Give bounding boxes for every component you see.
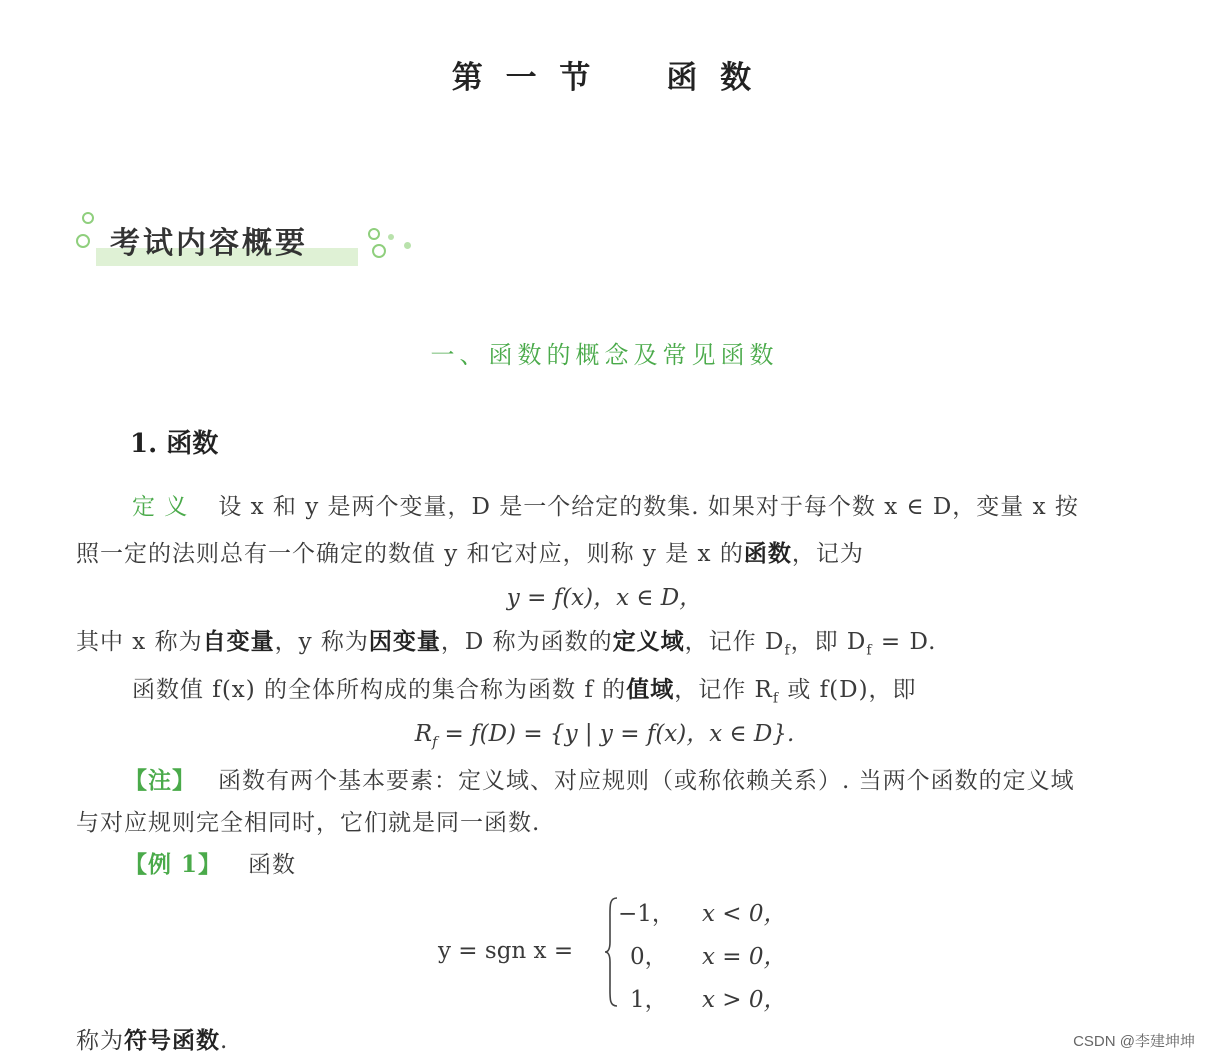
dot-icon <box>388 234 394 240</box>
bold-term: 因变量 <box>368 628 441 655</box>
circle-icon <box>82 212 94 224</box>
note-line-2: 与对应规则完全相同时，它们就是同一函数. <box>76 810 541 836</box>
title-part1: 第 一 节 <box>451 60 597 96</box>
bold-term: 自变量 <box>202 628 275 655</box>
note-text-1: 函数有两个基本要素：定义域、对应规则（或称依赖关系）. 当两个函数的定义域 <box>218 768 1075 794</box>
circle-icon <box>76 234 90 248</box>
definition-text-1: 设 x 和 y 是两个变量，D 是一个给定的数集. 如果对于每个数 x ∈ D，变量 x 按 <box>218 494 1079 520</box>
example-label: 【例 1】 <box>124 851 223 878</box>
text-span: R <box>414 721 433 747</box>
bold-term: 函数 <box>743 540 792 567</box>
case-value-2: 0， <box>630 944 668 970</box>
note-label: 【注】 <box>124 767 196 794</box>
text-span: . <box>220 1028 229 1054</box>
title-part2: 函 数 <box>666 60 758 96</box>
bold-term: 符号函数 <box>124 1027 220 1054</box>
text-span: ，y 称为 <box>274 629 369 655</box>
example-text: 函数 <box>248 852 297 878</box>
text-span: = D. <box>872 629 937 655</box>
text-span: 其中 x 称为 <box>76 629 203 655</box>
note-line-1 <box>124 762 1075 795</box>
text-span: 或 f(D)，即 <box>779 677 917 703</box>
subscript: f <box>784 642 791 659</box>
text-span: 照一定的法则总有一个确定的数值 y 和它对应，则称 y 是 x 的 <box>76 541 744 567</box>
text-span: ，记作 D <box>684 629 785 655</box>
definition-line-1 <box>132 488 1079 521</box>
sgn-lhs: y = sgn x = <box>438 938 574 964</box>
watermark: CSDN @李建坤坤 <box>1073 1033 1195 1050</box>
left-brace-icon <box>604 896 618 1008</box>
definition-line-3 <box>76 623 936 659</box>
case-cond-3: x > 0， <box>702 987 787 1013</box>
text-span: ，记作 R <box>674 677 773 703</box>
definition-label: 定 义 <box>132 494 189 520</box>
item-heading: 1. 函数 <box>130 429 219 459</box>
case-cond-1: x < 0， <box>702 901 787 927</box>
page-title <box>0 52 1209 97</box>
subscript: f <box>772 690 780 707</box>
case-value-1: −1， <box>618 901 675 927</box>
text-span: = f(D) = {y | y = f(x)，x ∈ D}. <box>437 721 795 747</box>
text-span: ，D 称为函数的 <box>440 629 613 655</box>
dot-icon <box>404 242 411 249</box>
equation-1: y = f(x)，x ∈ D， <box>506 585 703 611</box>
circle-icon <box>368 228 380 240</box>
definition-line-4 <box>132 671 917 707</box>
example-line <box>124 846 296 879</box>
bold-term: 定义域 <box>612 628 685 655</box>
text-span: 称为 <box>76 1028 124 1054</box>
case-cond-2: x = 0， <box>702 944 787 970</box>
definition-line-2 <box>76 535 864 568</box>
case-value-3: 1， <box>630 987 668 1013</box>
conclusion-line <box>76 1022 228 1055</box>
text-span: ，记为 <box>791 541 864 567</box>
text-span: ，即 D <box>790 629 867 655</box>
subscript: f <box>866 642 873 659</box>
subscript: f <box>432 734 438 751</box>
section-heading-text: 考试内容概要 <box>110 226 308 261</box>
subsection-title: 一、函数的概念及常见函数 <box>430 341 779 369</box>
circle-icon <box>372 244 386 258</box>
text-span: 函数值 f(x) 的全体所构成的集合称为函数 f 的 <box>132 677 627 703</box>
bold-term: 值域 <box>626 676 675 703</box>
equation-2 <box>0 715 1209 751</box>
